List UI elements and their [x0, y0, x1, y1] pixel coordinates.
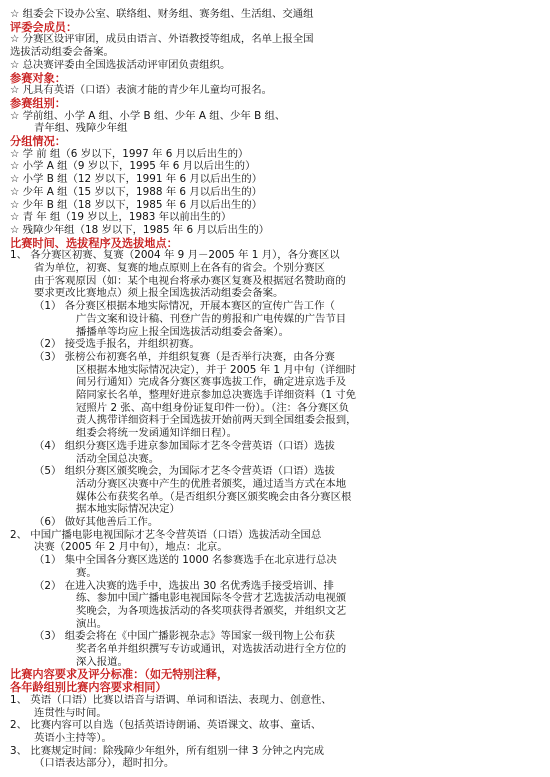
- text-line: 区根据本地实际情况决定），并于 2005 年 1 月中旬（详细时: [76, 363, 357, 376]
- text-line: 冠照片 2 张、高中组身份证复印件一份）。（注：各分赛区负: [76, 401, 349, 414]
- text-line: 决赛（2005 年 2 月中旬），地点：北京。: [34, 541, 228, 554]
- section-heading: 参赛对象：: [10, 71, 66, 85]
- text-line: ☆ 分赛区设评审团，成员由语言、外语教授等组成，名单上报全国: [10, 33, 314, 46]
- text-line: （4） 组织分赛区选手进京参加国际才艺冬令营英语（口语）选拔: [34, 439, 335, 452]
- text-line: （5） 组织分赛区颁奖晚会，为国际才艺冬令营英语（口语）选拔: [34, 465, 335, 478]
- text-line: ☆ 学 前 组（6 岁以下，1997 年 6 月以后出生的）: [10, 147, 249, 160]
- text-line: 据本地实际情况决定）: [76, 503, 180, 516]
- text-line: （3） 张榜公布初赛名单，并组织复赛（是否举行决赛，由各分赛: [34, 350, 335, 363]
- text-line: 深入报道。: [76, 655, 128, 668]
- text-line: 陪同家长名单，整理好进京参加总决赛选手详细资料（1 寸免: [76, 389, 357, 401]
- text-line: 奖者名单并组织撰写专访或通讯，对选拔活动进行全方位的: [76, 643, 347, 655]
- text-line: 由于客观原因（如：某个电视台将承办赛区复赛及根据冠名赞助商的: [34, 274, 346, 287]
- text-line: ☆ 学前组、小学 A 组、小学 B 组、少年 A 组、少年 B 组、: [10, 109, 286, 122]
- text-line: 省为单位，初赛、复赛的地点原则上在各有的省会。个别分赛区: [34, 262, 325, 274]
- text-line: 青年组、残障少年组: [34, 122, 128, 135]
- text-line: 组委会将统一发函通知详细日程）。: [76, 427, 238, 440]
- section-heading: 评委会成员：: [10, 20, 78, 34]
- text-line: 2、 中国广播电影电视国际才艺冬令营英语（口语）选拔活动全国总: [10, 528, 322, 541]
- text-line: 活动分赛区决赛中产生的优胜者颁奖，通过适当方式在本地: [76, 477, 347, 490]
- text-line: （1） 集中全国各分赛区选送的 1000 名参赛选手在北京进行总决: [34, 554, 337, 567]
- text-line: ☆ 少年 A 组（15 岁以下，1988 年 6 月以后出生的）: [10, 185, 263, 198]
- text-line: ☆ 青 年 组（19 岁以上，1983 年以前出生的）: [10, 211, 232, 224]
- text-line: 活动全国总决赛。: [76, 452, 160, 465]
- text-line: 2、 比赛内容可以自选（包括英语诗朗诵、英语课文、故事、童话、: [10, 719, 322, 732]
- text-line: ☆ 小学 A 组（9 岁以下，1995 年 6 月以后出生的）: [10, 160, 256, 173]
- text-line: （口语表达部分），超时扣分。: [34, 757, 175, 770]
- section-heading: 参赛组别：: [10, 96, 66, 110]
- text-line: （3） 组委会将在《中国广播影视杂志》等国家一级刊物上公布获: [34, 630, 335, 643]
- text-line: 媒体公布获奖名单。（是否组织分赛区颁奖晚会由各分赛区根: [76, 490, 352, 503]
- text-line: 英语小主持等）。: [34, 731, 112, 744]
- text-line: 连贯性与时间。: [34, 706, 107, 719]
- text-line: ☆ 凡具有英语（口语）表演才能的青少年儿童均可报名。: [10, 84, 272, 97]
- text-line: 播播单等均应上报全国选拔活动组委会备案）。: [76, 325, 290, 338]
- text-line: 赛。: [76, 566, 97, 579]
- text-line: 1、 英语（口语）比赛以语音与语调、单词和语法、表现力、创意性、: [10, 693, 332, 706]
- text-line: 选拔活动组委会备案。: [10, 46, 114, 59]
- text-line: 要求更改比赛地点）须上报全国选拔活动组委会备案。: [34, 287, 284, 300]
- section-heading: 比赛内容要求及评分标准：（如无特别注释，: [10, 668, 229, 682]
- text-line: 练、参加中国广播电影电视国际冬令营才艺选拔活动电视颁: [76, 592, 347, 605]
- text-line: （2） 接受选手报名，并组织初赛。: [34, 338, 200, 351]
- text-line: ☆ 总决赛评委由全国选拔活动评审团负责组织。: [10, 58, 231, 71]
- text-line: （2） 在进入决赛的选手中，选拔出 30 名优秀选手接受培训、排: [34, 579, 334, 592]
- section-heading: 各年龄组别比赛内容要求相同）: [10, 681, 167, 695]
- text-line: ☆ 少年 B 组（18 岁以下，1985 年 6 月以后出生的）: [10, 198, 263, 211]
- text-line: ☆ 组委会下设办公室、联络组、财务组、赛务组、生活组、交通组: [10, 8, 314, 20]
- text-line: 责人携带详细资料于全国选拔开始前两天到全国组委会报到，: [76, 414, 357, 427]
- text-line: 1、 各分赛区初赛、复赛（2004 年 9 月－2005 年 1 月），各分赛区以: [10, 249, 340, 262]
- text-line: （6） 做好其他善后工作。: [34, 516, 159, 528]
- text-line: （1） 各分赛区根据本地实际情况，开展本赛区的宣传广告工作（: [34, 300, 335, 313]
- section-heading: 比赛时间、选拔程序及选拔地点：: [10, 236, 178, 250]
- text-line: 3、 比赛规定时间：除残障少年组外，所有组别一律 3 分钟之内完成: [10, 744, 325, 757]
- text-line: ☆ 残障少年组（18 岁以下，1985 年 6 月以后出生的）: [10, 223, 270, 236]
- text-line: 广告文案和设计稿、刊登广告的剪报和广电传媒的广告节目: [76, 312, 347, 325]
- section-heading: 分组情况：: [10, 135, 66, 148]
- text-line: 间另行通知）完成各分赛区赛事选拔工作，确定进京选手及: [76, 376, 347, 389]
- text-line: 奖晚会，为各项选拔活动的各奖项获得者颁奖，并组织文艺: [76, 604, 347, 617]
- text-line: 演出。: [76, 617, 108, 630]
- text-line: ☆ 小学 B 组（12 岁以下，1991 年 6 月以后出生的）: [10, 173, 263, 186]
